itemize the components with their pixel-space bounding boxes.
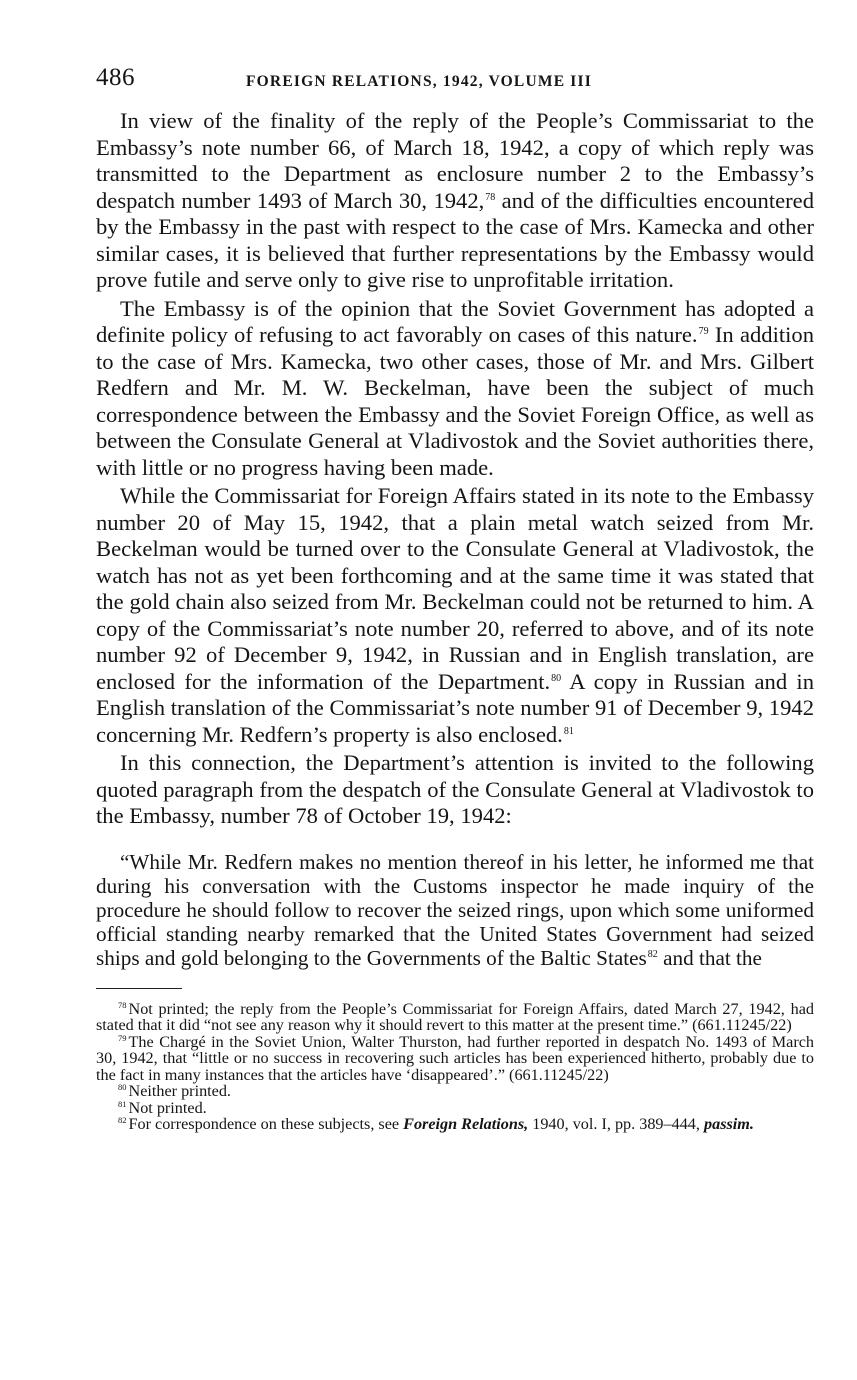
paragraph-3-text: While the Commissariat for Foreign Affairs stated in its note to the Embassy number 20 of May 15, 1942, that a plain metal watch seized from Mr. Beckelman would be turned over to the Consulate General at Vladivostok, the watch has not as yet been forthcoming and at the same time it was stated that the gold chain also seized from Mr. Beckelman could not be returned to him. A copy of the Commissariat’s note number 20, referred to above, and of its note number 92 of December 9, 1942, in Russian and in English translation, are enclosed for the information of the Department.	[96, 483, 814, 694]
paragraph-1-text: In view of the finality of the reply of the People’s Commissariat to the Embassy’s note number 66, of March 18, 1942, a copy of which reply was transmitted to the Department as enclosure number 2 to the Embassy’s despatch number 1493 of March 30, 1942,	[96, 108, 814, 213]
footnote-marker: 82	[118, 1115, 127, 1125]
paragraph-3	[96, 483, 814, 748]
footnote-text: Not printed; the reply from the People’s Commissariat for Foreign Affairs, dated March 27, 1942, had stated that it did “not see any reason why it should revert to this matter at the present time.” (661.11245/22)	[96, 999, 814, 1034]
footnote-82	[96, 1116, 814, 1133]
paragraph-2-text-cont: In addition to the case of Mrs. Kamecka, two other cases, those of Mr. and Mrs. Gilbert Redfern and Mr. M. W. Beckelman, have been the subject of much correspondence between the Embassy and the Soviet Foreign Office, as well as between the Consulate General at Vladivostok and the Soviet authorities there, with little or no progress having been made.	[96, 322, 814, 480]
footnote-text: Not printed.	[128, 1098, 207, 1117]
footnote-divider	[96, 988, 182, 989]
footnote-marker: 80	[118, 1082, 127, 1092]
body-text	[96, 108, 814, 830]
footnote-ref-79: 79	[698, 326, 709, 337]
paragraph-1	[96, 108, 814, 294]
footnote-ref-78: 78	[485, 191, 496, 203]
quote-paragraph	[96, 850, 814, 970]
footnote-marker: 81	[118, 1098, 127, 1109]
running-head: FOREIGN RELATIONS, 1942, VOLUME III	[246, 73, 592, 90]
paragraph-4	[96, 750, 814, 830]
footnote-79	[96, 1034, 814, 1084]
footnote-ref-80: 80	[551, 672, 562, 684]
footnote-text: For correspondence on these subjects, see	[128, 1115, 404, 1133]
paragraph-2	[96, 296, 814, 482]
paragraph-3-text-cont: A copy in Russian and in English translation of the Commissariat’s note number 91 of December 9, 1942 concerning Mr. Redfern’s property is also enclosed.	[96, 668, 814, 747]
paragraph-4-text: In this connection, the Department’s attention is invited to the following quoted paragraph from the despatch of the Consulate General at Vladivostok to the Embassy, number 78 of October 19, 1942:	[96, 750, 814, 828]
footnote-ref-81: 81	[563, 725, 574, 737]
footnote-text-cont: 1940, vol. I, pp. 389–444,	[528, 1115, 704, 1133]
document-page	[96, 64, 814, 1133]
footnote-ref-82: 82	[647, 948, 658, 960]
footnote-title: Foreign Relations,	[403, 1115, 529, 1133]
footnote-marker: 78	[118, 999, 127, 1010]
block-quote	[96, 850, 814, 970]
page-number: 486	[96, 64, 135, 91]
footnote-marker: 79	[118, 1032, 127, 1043]
footnote-passim: passim.	[704, 1115, 754, 1133]
footnote-78	[96, 1001, 814, 1034]
footnote-80	[96, 1083, 814, 1100]
footnote-text: The Chargé in the Soviet Union, Walter Thurston, had further reported in despatch No. 1493 of March 30, 1942, that “little or no success in recovering such articles has been experienced hitherto, probably due to the fact in many instances that the articles have ‘disappeared’.” (661.11245/22)	[96, 1032, 814, 1084]
quote-text: “While Mr. Redfern makes no mention thereof in his letter, he informed me that during his conversation with the Customs inspector he made inquiry of the procedure he should follow to recover the seized rings, upon which some uniformed official standing nearby remarked that the United States Government had seized ships and gold belonging to the Governments of the Baltic States	[96, 849, 814, 970]
footnote-text: Neither printed.	[128, 1082, 231, 1100]
paragraph-2-text: The Embassy is of the opinion that the Soviet Government has adopted a definite policy of refusing to act favorably on cases of this nature.	[96, 295, 814, 347]
page-header	[96, 64, 814, 108]
quote-text-cont: and that the	[657, 945, 762, 970]
paragraph-1-text-cont: and of the difficulties encountered by the Embassy in the past with respect to the case of Mrs. Kamecka and other similar cases, it is believed that further representations by the Embassy would prove futile and serve only to give rise to unprofitable irritation.	[96, 187, 814, 292]
footnote-81	[96, 1100, 814, 1117]
footnotes	[96, 1001, 814, 1133]
